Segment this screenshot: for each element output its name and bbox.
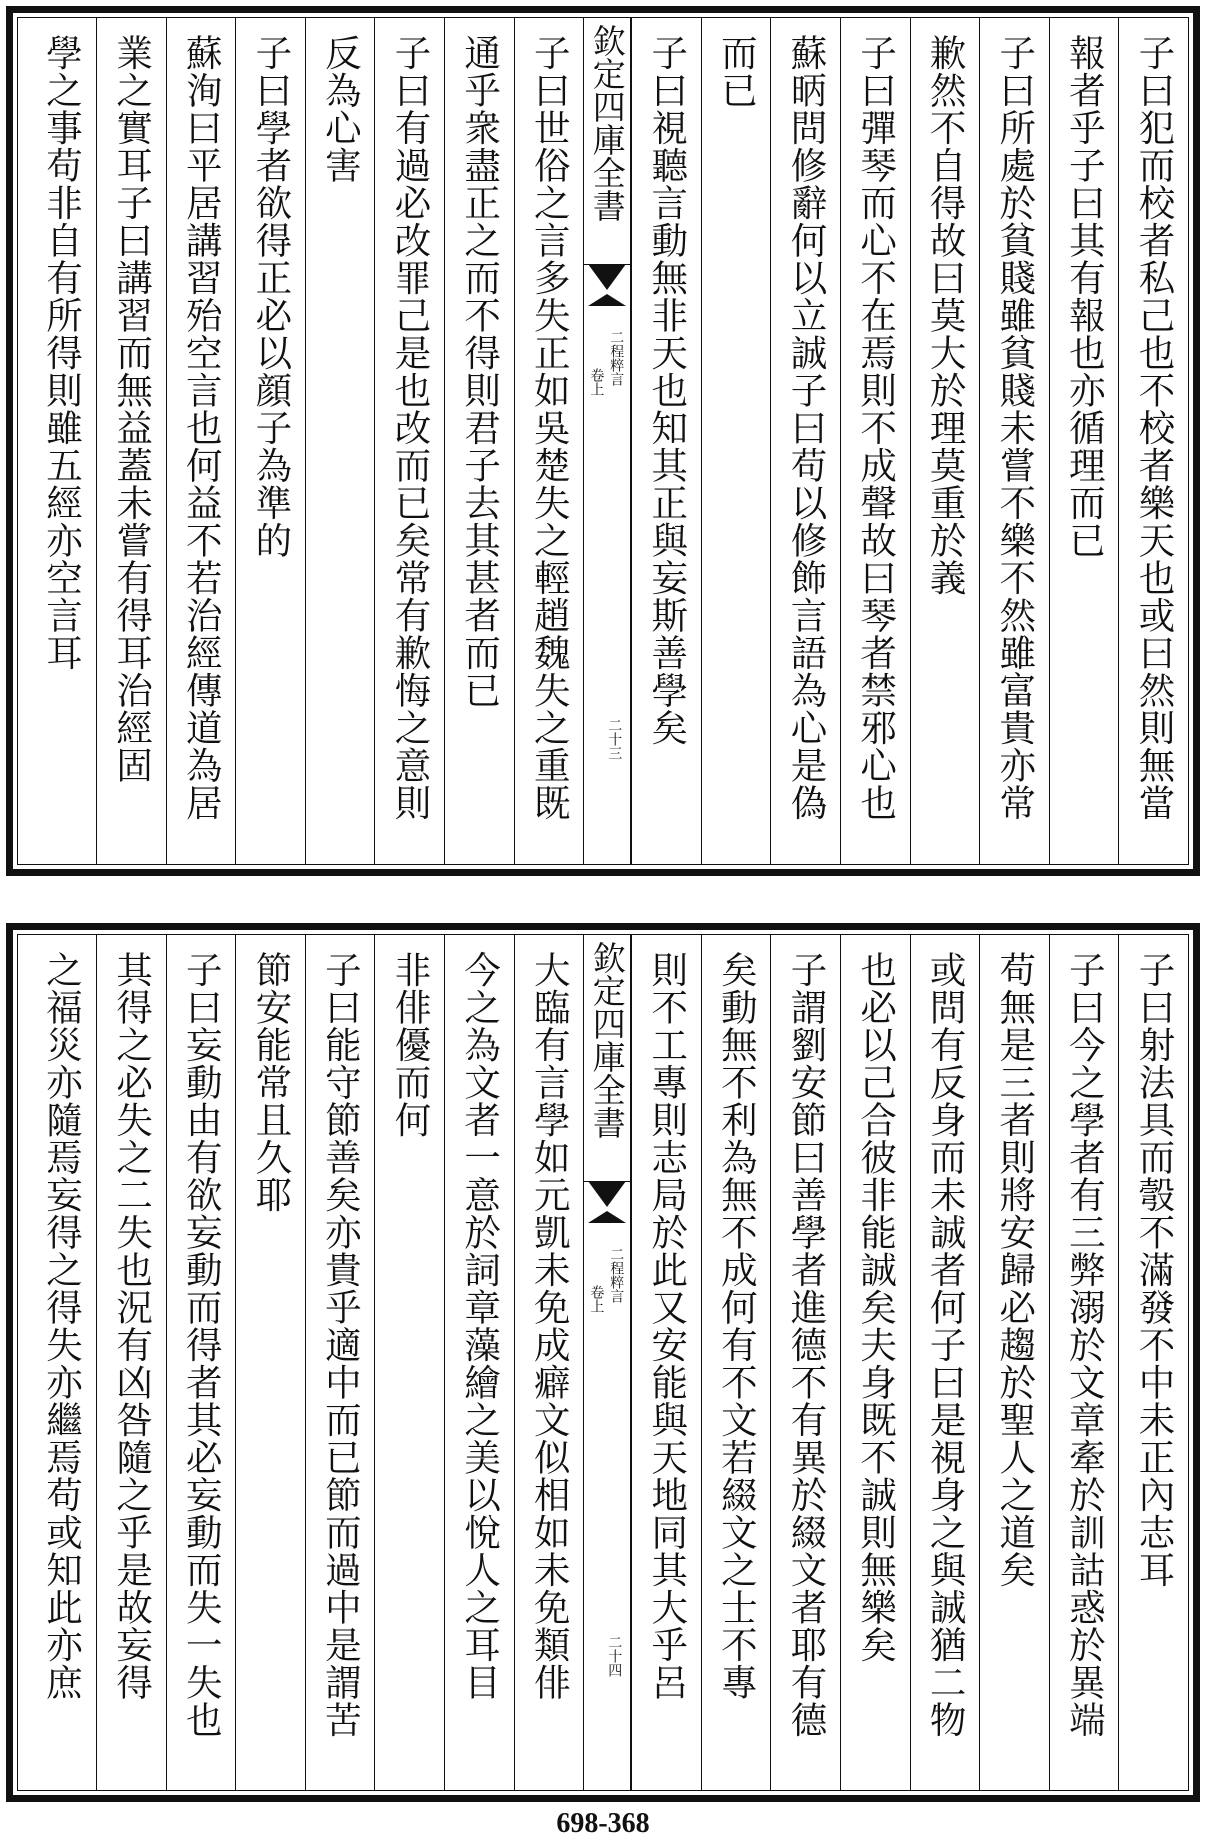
juan-label: 卷上	[588, 368, 605, 396]
column-text: 今之為文者一意於詞章藻繪之美以悅人之耳目	[458, 951, 502, 1701]
book-title: 欽定四庫全書	[587, 941, 627, 1139]
book-title-box	[584, 935, 630, 1182]
text-column	[305, 935, 375, 1790]
center-block-column	[583, 18, 631, 864]
juan-label: 卷上	[588, 1285, 605, 1313]
text-column	[27, 18, 97, 864]
column-text: 子曰所處於貧賤雖貧賤未嘗不樂不然雖富貴亦常	[993, 34, 1037, 822]
column-text: 蘇洵曰平居講習殆空言也何益不若治經傳道為居	[180, 34, 224, 822]
column-text: 歉然不自得故曰莫大於理莫重於義	[924, 34, 968, 597]
text-column	[96, 935, 166, 1790]
column-text: 矣動無不利為無不成何有不文若綴文之士不專	[715, 951, 759, 1701]
column-text: 則不工專則志局於此又安能與天地同其大乎呂	[645, 951, 689, 1701]
column-text: 業之實耳子曰講習而無益蓋未嘗有得耳治經固	[110, 34, 154, 784]
column-text: 子曰世俗之言多失正如吳楚失之輕趙魏失之重既	[528, 34, 572, 822]
column-text: 也必以己合彼非能誠矣夫身既不誠則無樂矣	[854, 951, 898, 1664]
column-text: 子曰能守節善矣亦貴乎適中而已節而過中是謂苦	[319, 951, 363, 1739]
column-text: 節安能常且久耶	[249, 951, 293, 1214]
center-block-column	[583, 935, 631, 1790]
column-text: 蘇昞問修辭何以立誠子曰苟以修飾言語為心是偽	[784, 34, 828, 822]
page-number: 698-368	[556, 1808, 650, 1839]
column-text: 苟無是三者則將安歸必趨於聖人之道矣	[993, 951, 1037, 1589]
column-text: 或問有反身而未誠者何子曰是視身之與誠猶二物	[924, 951, 968, 1739]
column-text: 報者乎子曰其有報也亦循理而已	[1063, 34, 1107, 559]
text-column	[305, 18, 375, 864]
column-text: 非俳優而何	[389, 951, 433, 1139]
folio-number: 二十四	[606, 1635, 623, 1677]
text-column	[514, 935, 584, 1790]
fish-tail-base-icon	[588, 1211, 626, 1223]
text-column	[1049, 935, 1119, 1790]
column-text: 子曰妄動由有欲妄動而得者其必妄動而失一失也	[180, 951, 224, 1739]
text-column	[444, 18, 514, 864]
text-column	[631, 935, 701, 1790]
column-text: 子曰學者欲得正必以顔子為準的	[249, 34, 293, 559]
text-column	[1049, 18, 1119, 864]
text-column	[979, 18, 1049, 864]
book-title-box	[584, 18, 630, 265]
column-text: 學之事苟非自有所得則雖五經亦空言耳	[40, 34, 84, 672]
text-column	[27, 935, 97, 1790]
book-title: 欽定四庫全書	[587, 24, 627, 222]
text-column	[701, 935, 771, 1790]
text-column	[770, 935, 840, 1790]
text-column	[514, 18, 584, 864]
column-text: 子謂劉安節曰善學者進德不有異於綴文者耶有德	[784, 951, 828, 1739]
column-text: 子曰犯而校者私己也不校者樂天也或曰然則無當	[1132, 34, 1176, 822]
text-column	[910, 18, 980, 864]
page-bottom	[6, 923, 1200, 1802]
folio-number: 二十三	[606, 718, 623, 760]
text-column	[1118, 18, 1188, 864]
page-top	[6, 6, 1200, 876]
text-column	[840, 935, 910, 1790]
text-column	[770, 18, 840, 864]
text-column	[166, 18, 236, 864]
column-text: 子曰視聽言動無非天也知其正與妄斯善學矣	[645, 34, 689, 747]
text-column	[840, 18, 910, 864]
fish-tail-base-icon	[588, 294, 626, 306]
fish-tail-mark-icon	[588, 1181, 626, 1207]
text-column	[631, 18, 701, 864]
book-subtitle: 二程粹言	[608, 330, 625, 386]
text-column	[444, 935, 514, 1790]
text-column	[1118, 935, 1188, 1790]
column-text: 反為心害	[319, 34, 363, 184]
text-column	[979, 935, 1049, 1790]
text-column	[374, 18, 444, 864]
column-text: 子曰有過必改罪己是也改而已矣常有歉悔之意則	[389, 34, 433, 822]
column-text: 子曰彈琴而心不在焉則不成聲故曰琴者禁邪心也	[854, 34, 898, 822]
column-text: 其得之必失之二失也況有凶咎隨之乎是故妄得	[110, 951, 154, 1701]
text-column	[166, 935, 236, 1790]
page-top-frame	[17, 17, 1189, 865]
column-text: 大臨有言學如元凱未免成癖文似相如未免類俳	[528, 951, 572, 1701]
text-column	[701, 18, 771, 864]
column-text: 而已	[715, 34, 759, 109]
text-column	[235, 935, 305, 1790]
column-text: 通乎衆盡正之而不得則君子去其甚者而已	[458, 34, 502, 709]
page-bottom-frame	[17, 934, 1189, 1791]
fish-tail-mark-icon	[588, 264, 626, 290]
page-top-columns	[18, 18, 1188, 864]
book-subtitle: 二程粹言	[608, 1247, 625, 1303]
column-text: 之福災亦隨焉妄得之得失亦繼焉苟或知此亦庶	[40, 951, 84, 1701]
column-text: 子曰今之學者有三弊溺於文章牽於訓詁惑於異端	[1063, 951, 1107, 1739]
text-column	[96, 18, 166, 864]
column-text: 子曰射法具而彀不滿發不中未正內志耳	[1132, 951, 1176, 1589]
text-column	[374, 935, 444, 1790]
page-bottom-columns	[18, 935, 1188, 1790]
text-column	[235, 18, 305, 864]
text-column	[910, 935, 980, 1790]
